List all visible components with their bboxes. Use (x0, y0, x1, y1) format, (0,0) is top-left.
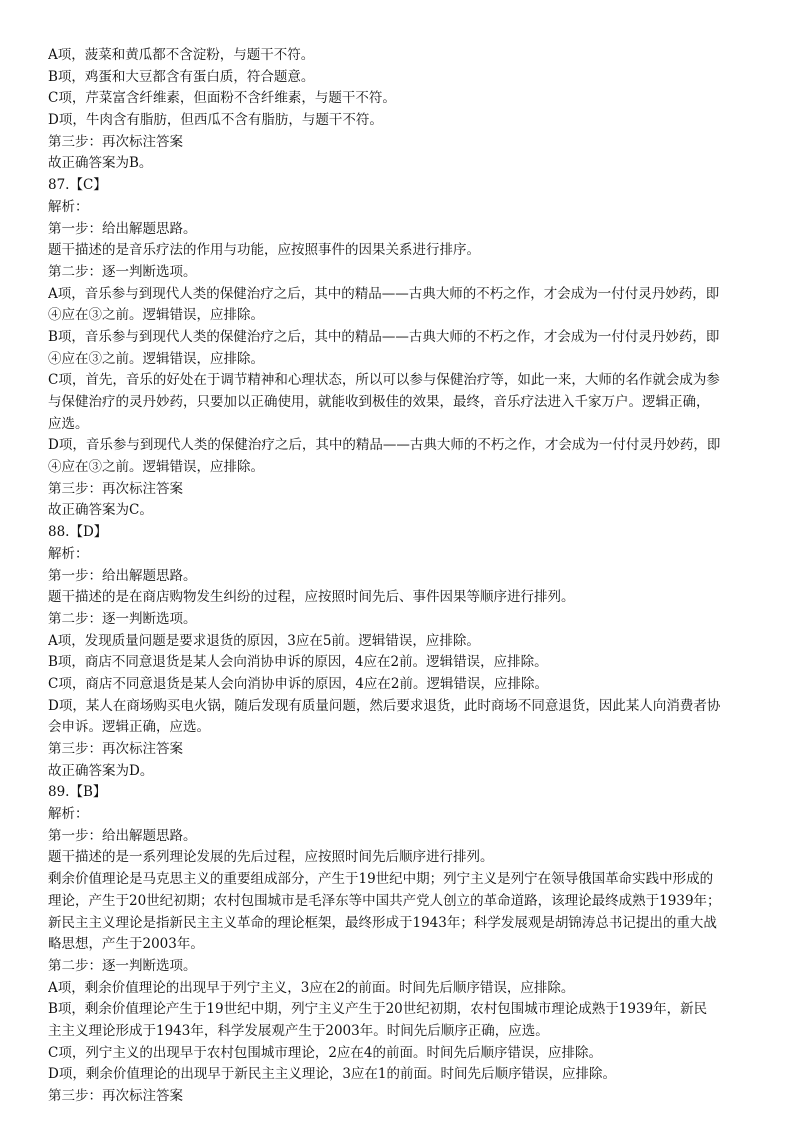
text-line: 解析： (48, 806, 89, 823)
text-line: 与保健治疗的灵丹妙药，只要加以正确使用，就能收到极佳的效果，最终，音乐疗法进入千家万户。逻辑正确， (48, 394, 710, 410)
text-line: 故正确答案为C。 (48, 502, 153, 519)
text-line: 新民主主义理论是指新民主主义革命的理论框架，最终形成于1943年；科学发展观是胡锦涛总书记提出的重大战 (48, 914, 717, 931)
text-line: 第一步：给出解题思路。 (48, 567, 197, 584)
text-line: B项，剩余价值理论产生于19世纪中期，列宁主义产生于20世纪初期，农村包围城市理论成熟于1939年，新民 (48, 1001, 708, 1018)
text-line: 第三步：再次标注答案 (48, 133, 183, 150)
text-line: C项，芹菜富含纤维素，但面粉不含纤维素，与题干不符。 (48, 90, 396, 107)
text-line: 剩余价值理论是马克思主义的重要组成部分，产生于19世纪中期；列宁主义是列宁在领导俄国革命实践中形成的 (48, 871, 714, 888)
text-line: 第一步：给出解题思路。 (48, 220, 197, 237)
text-line: 第一步：给出解题思路。 (48, 827, 197, 844)
text-line: 第二步：逐一判断选项。 (48, 263, 197, 280)
text-line: 主主义理论形成于1943年，科学发展观产生于2003年。时间先后顺序正确，应选。 (48, 1022, 549, 1039)
text-line: 略思想，产生于2003年。 (48, 936, 204, 953)
text-line: 第三步：再次标注答案 (48, 741, 183, 757)
text-line: D项，剩余价值理论的出现早于新民主主义理论，3应在1的前面。时间先后顺序错误，应排除。 (48, 1066, 617, 1083)
text-line: 理论，产生于20世纪初期；农村包围城市是毛泽东等中国共产党人创立的革命道路，该理论最终成熟于1939年； (48, 892, 721, 909)
text-line: 第三步：再次标注答案 (48, 1088, 183, 1104)
text-line: 题干描述的是一系列理论发展的先后过程，应按照时间先后顺序进行排列。 (48, 849, 494, 866)
text-line: 第三步：再次标注答案 (48, 480, 183, 497)
text-line: 故正确答案为B。 (48, 155, 153, 172)
text-line: 故正确答案为D。 (48, 762, 154, 779)
text-line: C项，列宁主义的出现早于农村包围城市理论，2应在4的前面。时间先后顺序错误，应排除。 (48, 1044, 603, 1061)
text-line: A项，发现质量问题是要求退货的原因，3应在5前。逻辑错误，应排除。 (48, 632, 480, 649)
text-line: ④应在③之前。逻辑错误，应排除。 (48, 307, 264, 324)
text-line: 会申诉。逻辑正确，应选。 (48, 719, 210, 736)
text-line: A项，音乐参与到现代人类的保健治疗之后，其中的精品——古典大师的不朽之作，才会成为一付付灵丹妙药，即 (48, 285, 720, 302)
text-line: D项，某人在商场购买电火锅，随后发现有质量问题，然后要求退货，此时商场不同意退货，因此某人向消费者协 (48, 697, 721, 714)
text-line: ④应在③之前。逻辑错误，应排除。 (48, 459, 264, 476)
text-line: B项，鸡蛋和大豆都含有蛋白质，符合题意。 (48, 68, 315, 85)
text-line: D项，牛肉含有脂肪，但西瓜不含有脂肪，与题干不符。 (48, 112, 383, 129)
text-line: 87.【C】 (48, 177, 107, 194)
text-line: 应选。 (48, 415, 89, 432)
text-line: 第二步：逐一判断选项。 (48, 610, 197, 627)
text-line: 89.【B】 (48, 784, 107, 801)
text-line: 88.【D】 (48, 524, 108, 541)
text-line: ④应在③之前。逻辑错误，应排除。 (48, 350, 264, 367)
text-line: A项，剩余价值理论的出现早于列宁主义，3应在2的前面。时间先后顺序错误，应排除。 (48, 979, 575, 996)
text-line: 题干描述的是在商店购物发生纠纷的过程，应按照时间先后、事件因果等顺序进行排列。 (48, 589, 575, 606)
text-line: 解析： (48, 198, 89, 215)
text-line: 第二步：逐一判断选项。 (48, 957, 197, 974)
text-line: B项，音乐参与到现代人类的保健治疗之后，其中的精品——古典大师的不朽之作，才会成为一付付灵丹妙药，即 (48, 328, 720, 345)
text-line: D项，音乐参与到现代人类的保健治疗之后，其中的精品——古典大师的不朽之作，才会成为一付付灵丹妙药，即 (48, 437, 721, 454)
text-line: B项，商店不同意退货是某人会向消协申诉的原因，4应在2前。逻辑错误，应排除。 (48, 654, 548, 671)
text-line: 解析： (48, 545, 89, 562)
text-line: A项，菠菜和黄瓜都不含淀粉，与题干不符。 (48, 47, 315, 63)
text-line: C项，商店不同意退货是某人会向消协申诉的原因，4应在2前。逻辑错误，应排除。 (48, 675, 549, 692)
text-line: 题干描述的是音乐疗法的作用与功能，应按照事件的因果关系进行排序。 (48, 242, 480, 259)
text-line: C项，首先，音乐的好处在于调节精神和心理状态，所以可以参与保健治疗等，如此一来，大师的名作就会成为参 (48, 372, 720, 389)
